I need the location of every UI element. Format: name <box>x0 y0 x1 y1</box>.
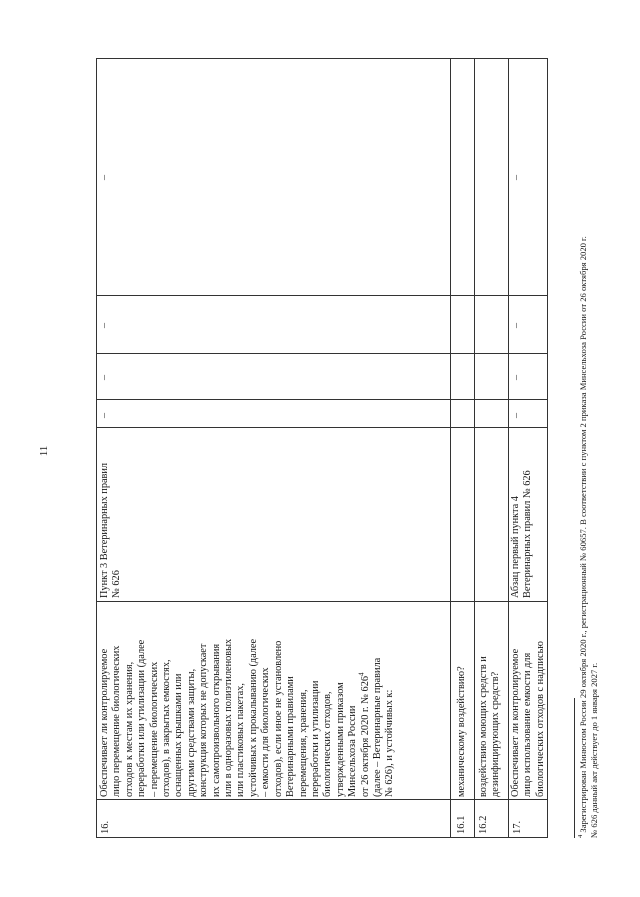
column-border <box>96 837 547 838</box>
question-text: Обеспечивает ли контролируемое лицо использование емкости для биологических отходов с надписью <box>510 641 546 797</box>
row-number: 16.2 <box>478 815 489 834</box>
row-divider <box>474 58 475 838</box>
row-divider <box>508 58 509 838</box>
answer-dash: – <box>511 375 522 380</box>
answer-dash: – <box>511 413 522 418</box>
footnote-separator <box>574 698 575 838</box>
footnote-reference: 4 <box>357 672 366 676</box>
question-text: Обеспечивает ли контролируемое лицо перемещение биологических отходов к местам их хранения, переработки или утилизации (далее – перемещение биологических отходов), в закрытых емкостях, оснащенных крышками или другими средствами защиты, конструкция которых не допускает их самопроизвольного открывания или в одноразовых полиэтиленовых или пластиковых пакетах, устойчивых к прокалыванию (далее – емкости для биологических отходов), если иное не установлено Ветеринарными правилами перемещения, хранения, переработки и утилизации биологических отходов, утвержденными приказом Минсельхоза России от 26 октября 2020 г. № $626^4$ (далее – Ветеринарные правила № 626), и устойчивых к: <box>99 638 396 797</box>
page-number: 11 <box>38 445 50 457</box>
row-number: 17. <box>512 820 523 834</box>
column-border <box>96 295 547 296</box>
answer-dash: – <box>99 323 110 328</box>
column-border <box>96 427 547 428</box>
column-border <box>96 353 547 354</box>
footnote-marker: 4 <box>577 834 585 838</box>
legal-reference: Абзац первый пункта 4 Ветеринарных правил № 626 <box>510 470 534 598</box>
answer-dash: – <box>99 175 110 180</box>
row-divider <box>450 58 451 838</box>
answer-dash: – <box>99 413 110 418</box>
question-text: воздействию моющих средств и дезинфицирующих средств? <box>478 656 502 797</box>
footnote: $^4$ Зарегистрирован Минюстом России 29 октября 2020 г., регистрационный № 60657. В соответствии с пунктом 2 приказа Минсельхоза России от 26 октября 2020 г. № 626 данный акт действует до 1 января 2027 г. <box>577 236 599 838</box>
rotated-page-content <box>96 58 599 838</box>
row-number: 16.1 <box>456 815 467 834</box>
legal-reference: Пункт 3 Ветеринарных правил № 626 <box>99 462 123 598</box>
table-border-top <box>96 58 97 838</box>
row-number: 16. <box>100 820 111 834</box>
column-border <box>96 399 547 400</box>
checklist-table <box>96 58 547 838</box>
question-text: механическому воздействию? <box>456 666 467 797</box>
answer-dash: – <box>99 375 110 380</box>
column-border <box>96 58 547 59</box>
answer-dash: – <box>511 175 522 180</box>
column-border <box>96 799 547 800</box>
answer-dash: – <box>511 323 522 328</box>
